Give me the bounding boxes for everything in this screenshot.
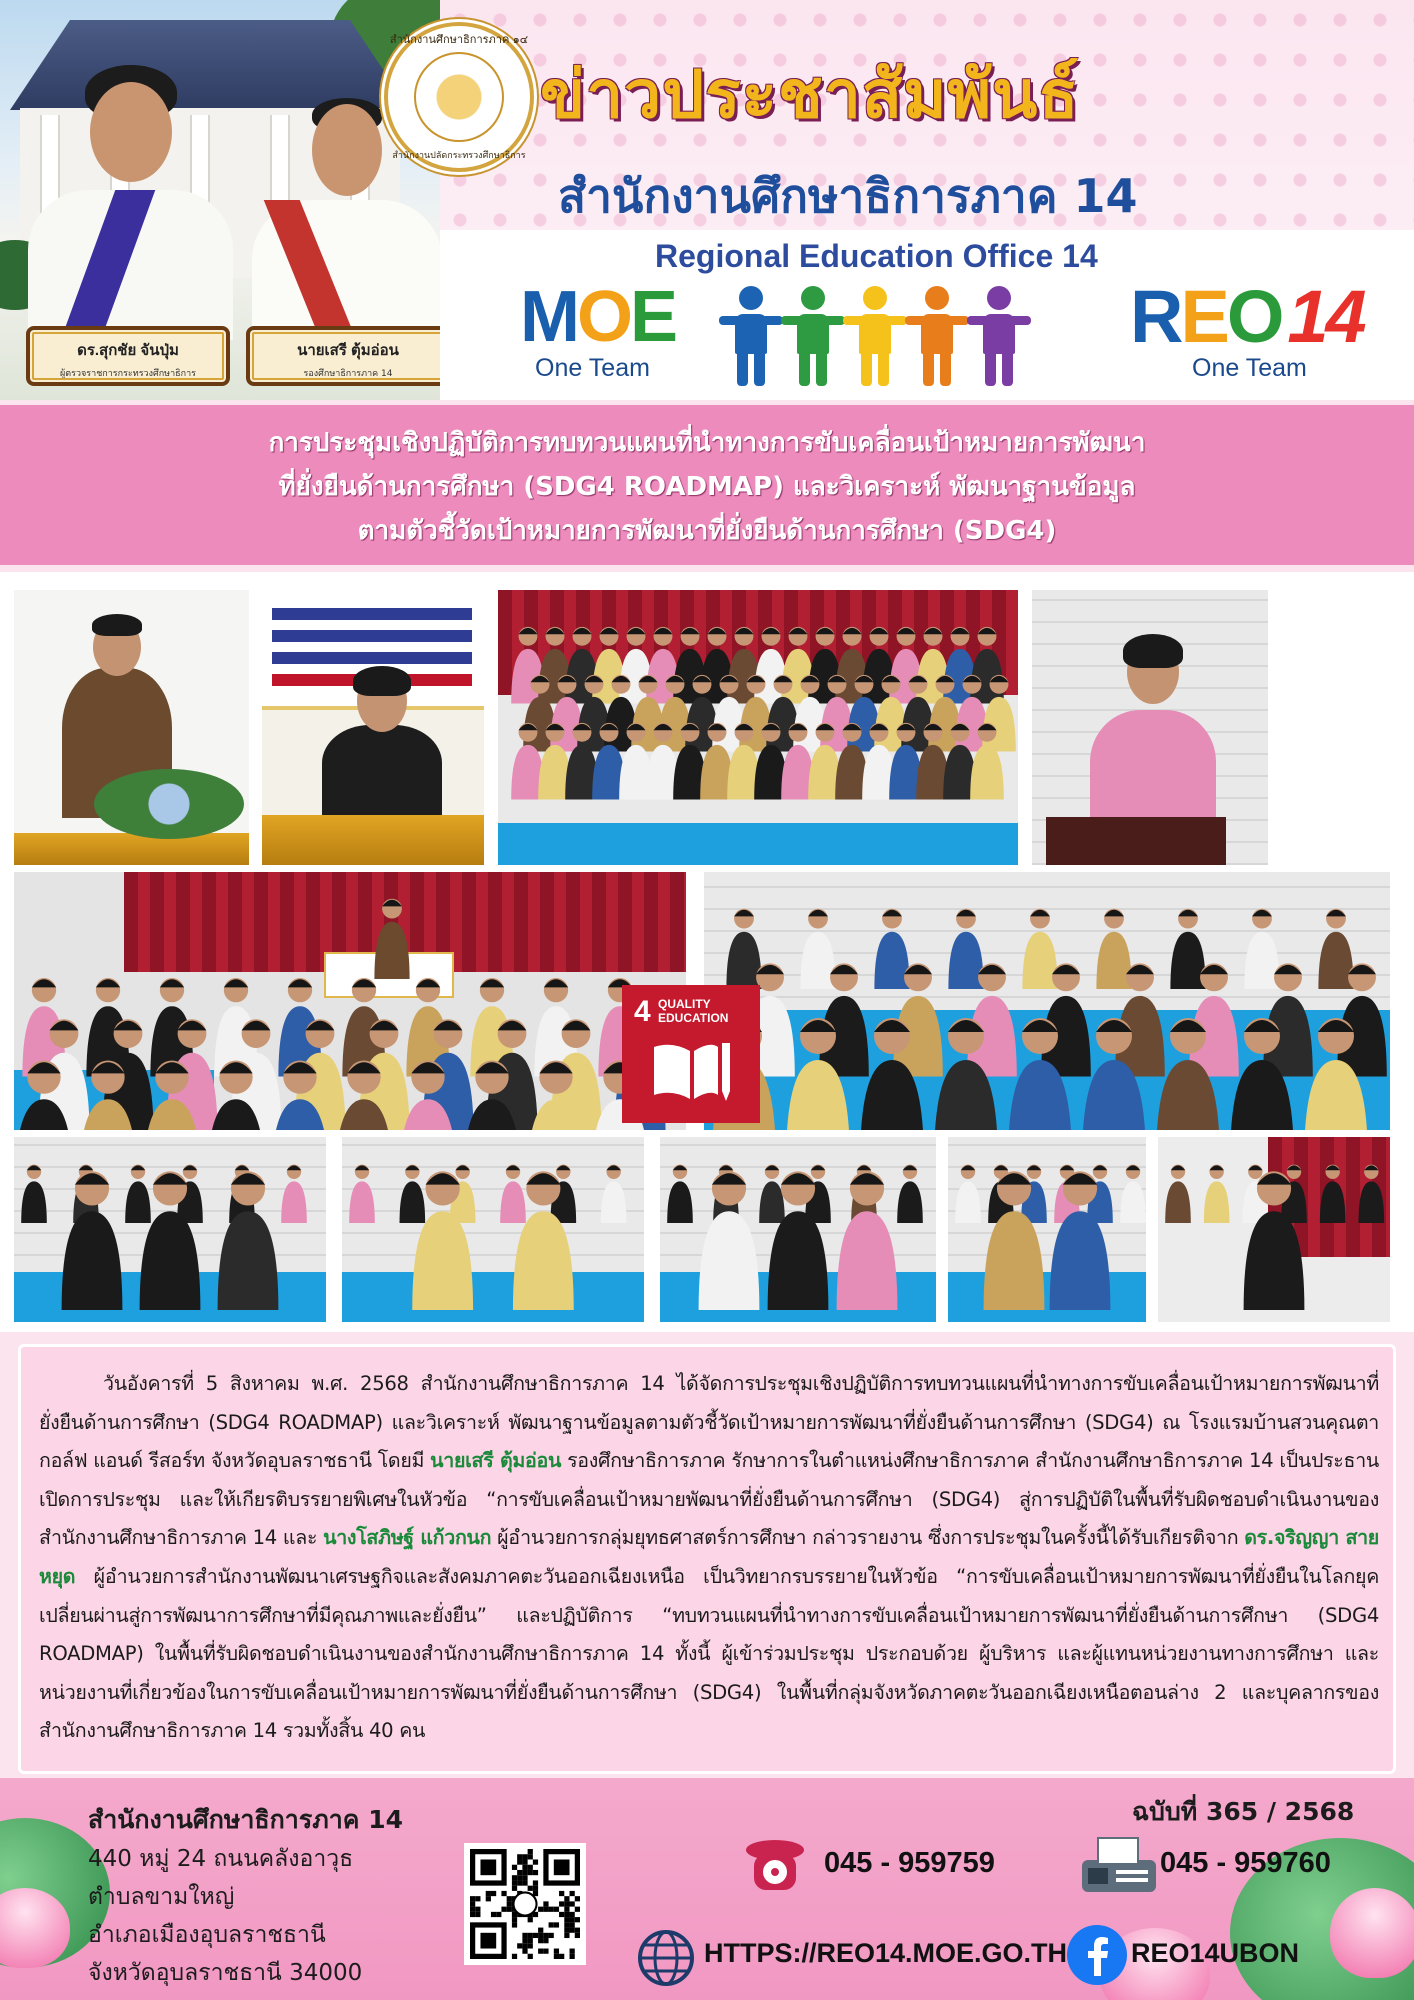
sdg4-quality-education-badge bbox=[622, 985, 760, 1123]
globe-icon bbox=[636, 1928, 696, 1988]
official-left-nameplate bbox=[26, 326, 230, 386]
photo-row3-1 bbox=[14, 1137, 326, 1322]
photo-group-participants bbox=[498, 590, 1018, 865]
person-name-1: นายเสรี ตุ้มอ่อน bbox=[430, 1449, 562, 1473]
photo-participants-tables bbox=[704, 872, 1390, 1130]
lotus-flower-decoration bbox=[1330, 1888, 1414, 1978]
sdg-number: 4 bbox=[634, 995, 651, 1028]
headline-band bbox=[0, 405, 1414, 565]
sdg-label: QUALITY EDUCATION bbox=[658, 997, 729, 1025]
book-pencil-icon bbox=[650, 1037, 734, 1107]
facebook-icon bbox=[1066, 1924, 1128, 1986]
person-name-3: ดร.จริญญา สายหยุด bbox=[39, 1526, 1379, 1588]
official-right-position: รองศึกษาธิการภาค 14 bbox=[303, 369, 393, 379]
fax-machine-icon bbox=[1080, 1834, 1158, 1896]
building-photo bbox=[0, 0, 440, 400]
photo-row3-5 bbox=[1158, 1137, 1390, 1322]
headline-line-1: การประชุมเชิงปฏิบัติการทบทวนแผนที่นำทางการขับเคลื่อนเป้าหมายการพัฒนา bbox=[268, 428, 1146, 458]
reo14-logo-text: REO14 bbox=[1130, 275, 1364, 358]
footer-address: 440 หมู่ 24 ถนนคลังอาวุธ ตำบลขามใหญ่ อำเภอเมืองอุบลราชธานี จังหวัดอุบลราชธานี 34000 bbox=[88, 1846, 363, 1986]
audience-people bbox=[14, 872, 686, 1130]
moe-tagline: One Team bbox=[535, 354, 650, 382]
office-name-en: Regional Education Office 14 bbox=[655, 238, 1098, 274]
photo-audience-stage bbox=[14, 872, 686, 1130]
photo-collage bbox=[0, 572, 1414, 1332]
issue-number: ฉบับที่ 365 / 2568 bbox=[1132, 1797, 1355, 1826]
team-figures-icon bbox=[725, 286, 1045, 386]
seal-text-bottom: สำนักงานปลัดกระทรวงศึกษาธิการ bbox=[392, 151, 526, 161]
official-left-position: ผู้ตรวจราชการกระทรวงศึกษาธิการ bbox=[60, 369, 196, 379]
headline-line-3: ตามตัวชี้วัดเป้าหมายการพัฒนาที่ยั่งยืนด้านการศึกษา (SDG4) bbox=[357, 516, 1057, 546]
photo-speaker-podium bbox=[14, 590, 249, 865]
seal-text-top: สำนักงานศึกษาธิการภาค ๑๔ bbox=[389, 33, 529, 46]
fax-number[interactable]: 045 - 959760 bbox=[1160, 1847, 1331, 1879]
reo14-tagline: One Team bbox=[1192, 354, 1307, 382]
qr-code[interactable] bbox=[464, 1843, 586, 1965]
page-title: ข่าวประชาสัมพันธ์ bbox=[540, 56, 1080, 133]
photo-row3-4 bbox=[948, 1137, 1146, 1322]
headline-line-2: ที่ยั่งยืนด้านการศึกษา (SDG4 ROADMAP) และวิเคราะห์ พัฒนาฐานข้อมูล bbox=[278, 472, 1136, 502]
header bbox=[0, 0, 1414, 400]
office-seal-logo bbox=[384, 22, 534, 172]
photo-row3-3 bbox=[660, 1137, 936, 1322]
official-left-portrait bbox=[28, 50, 233, 340]
website-link[interactable]: HTTPS://REO14.MOE.GO.TH bbox=[704, 1938, 1068, 1968]
office-name: สำนักงานศึกษาธิการภาค 14 bbox=[558, 169, 1138, 223]
moe-logo-text: MOE bbox=[520, 277, 676, 357]
photo-presiding-chair bbox=[262, 590, 484, 865]
participants-people bbox=[704, 872, 1390, 1130]
official-right-name: นายเสรี ตุ้มอ่อน bbox=[297, 342, 399, 359]
seal-emblem-icon bbox=[414, 52, 504, 142]
footer bbox=[0, 1778, 1414, 2000]
news-body bbox=[18, 1344, 1396, 1774]
photo-row3-2 bbox=[342, 1137, 644, 1322]
group-photo-people bbox=[498, 590, 1018, 865]
footer-org-name: สำนักงานศึกษาธิการภาค 14 bbox=[88, 1805, 403, 1834]
moe-logo bbox=[520, 277, 676, 383]
official-right-nameplate bbox=[246, 326, 440, 386]
facebook-page[interactable]: REO14UBON bbox=[1131, 1938, 1300, 1968]
photo-woman-speaker bbox=[1032, 590, 1268, 865]
phone-number[interactable]: 045 - 959759 bbox=[824, 1847, 995, 1879]
reo14-logo bbox=[1130, 275, 1400, 383]
qr-code-icon bbox=[470, 1849, 580, 1959]
person-name-2: นางโสภิษฐ์ แก้วกนก bbox=[323, 1526, 492, 1550]
official-left-name: ดร.สุกชัย จันปุ่ม bbox=[77, 342, 179, 359]
telephone-icon bbox=[744, 1836, 806, 1894]
news-paragraph: วันอังคารที่ 5 สิงหาคม พ.ศ. 2568 สำนักงานศึกษาธิการภาค 14 ได้จัดการประชุมเชิงปฏิบัติการทบทวนแผนที่นำทางการขับเคลื่อนเป้าหมายการพัฒนาที่ยั่งยืนด้านการศึกษา (SDG4 ROADMAP) และวิเคราะห์ พัฒนาฐานข้อมูลตามตัวชี้วัดเป้าหมายการพัฒนาที่ยั่งยืนด้านการศึกษา (SDG4) ณ โรงแรมบ้านสวนคุณตา กอล์ฟ แอนด์ รีสอร์ท จังหวัดอุบลราชธานี โดยมี นายเสรี ตุ้มอ่อน รองศึกษาธิการภาค รักษาการในตำแหน่งศึกษาธิการภาค สำนักงานศึกษาธิการภาค 14 เป็นประธานเปิดการประชุม และให้เกียรติบรรยายพิเศษในหัวข้อ “การขับเคลื่อนเป้าหมายพัฒนาที่ยั่งยืนด้านการศึกษา (SDG4) สู่การปฏิบัติในพื้นที่รับผิดชอบดำเนินงานของสำนักงานศึกษาธิการภาค 14 และ นางโสภิษฐ์ แก้วกนก ผู้อำนวยการกลุ่มยุทธศาสตร์การศึกษา กล่าวรายงาน ซึ่งการประชุมในครั้งนี้ได้รับเกียรติจาก ดร.จริญญา สายหยุด ผู้อำนวยการสำนักงานพัฒนาเศรษฐกิจและสังคมภาคตะวันออกเฉียงเหนือ เป็นวิทยากรบรรยายในหัวข้อ “การขับเคลื่อนเป้าหมายการพัฒนาที่ยั่งยืนในโลกยุคเปลี่ยนผ่านสู่การพัฒนาการศึกษาที่มีคุณภาพและยั่งยืน” และปฏิบัติการ “ทบทวนแผนที่นำทางการขับเคลื่อนเป้าหมายการพัฒนาที่ยั่งยืนด้านการศึกษา (SDG4 ROADMAP) ในพื้นที่รับผิดชอบดำเนินงานของสำนักงานศึกษาธิการภาค 14 ทั้งนี้ ผู้เข้าร่วมประชุม ประกอบด้วย ผู้บริหาร และผู้แทนหน่วยงานทางการศึกษา และหน่วยงานที่เกี่ยวข้องในการขับเคลื่อนเป้าหมายการพัฒนาที่ยั่งยืนด้านการศึกษา (SDG4) ในพื้นที่กลุ่มจังหวัดภาคตะวันออกเฉียงเหนือตอนล่าง 2 และบุคลากรของสำนักงานศึกษาธิการภาค 14 รวมทั้งสิ้น 40 คน bbox=[39, 1372, 1379, 1743]
